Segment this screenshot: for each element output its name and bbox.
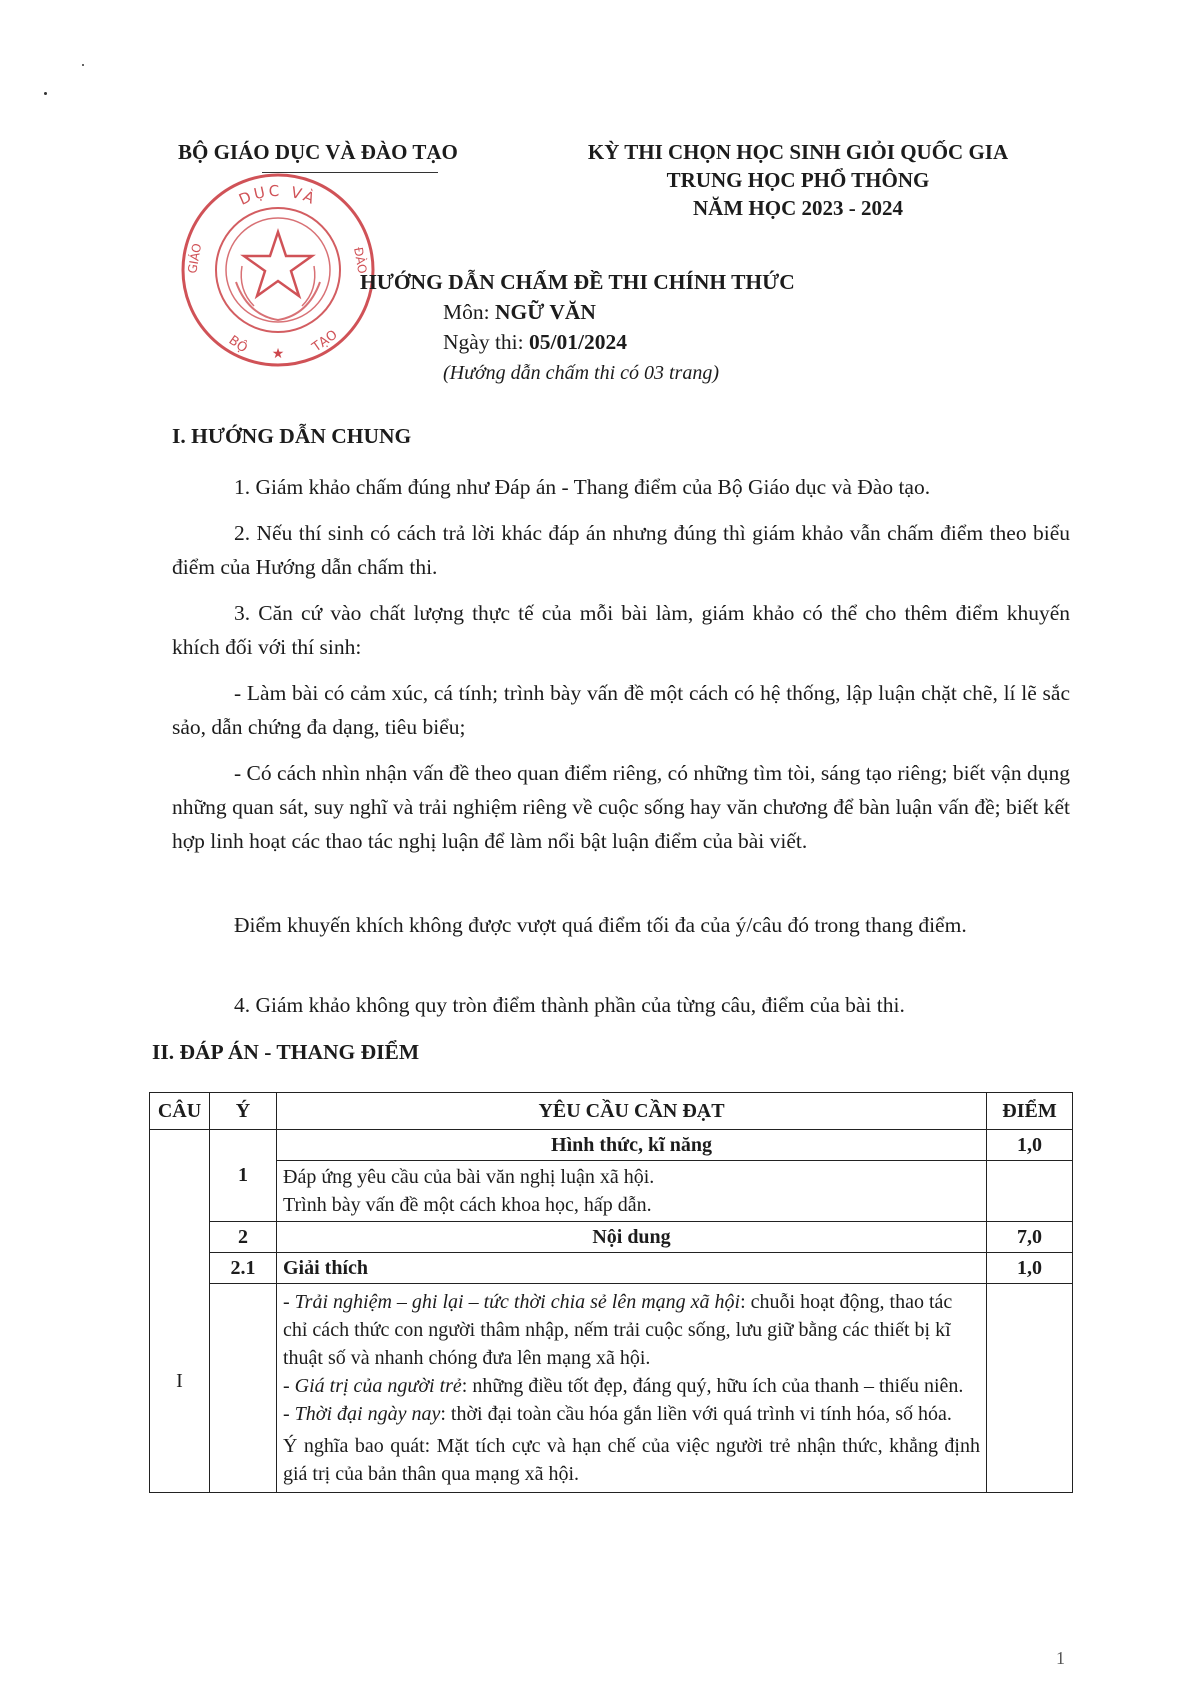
date-value: 05/01/2024	[529, 330, 627, 354]
row21-title: Giải thích	[277, 1253, 987, 1284]
date-line	[443, 330, 627, 355]
paragraph-2: 2. Nếu thí sinh có cách trả lời khác đáp án nhưng đúng thì giám khảo vẫn chấm điểm theo biểu điểm của Hướng dẫn chấm thi.	[172, 521, 1070, 579]
explain-item-3	[283, 1400, 980, 1428]
doc-title: HƯỚNG DẪN CHẤM ĐỀ THI CHÍNH THỨC	[360, 270, 795, 294]
explain-score-empty	[987, 1284, 1073, 1493]
row2-title: Nội dung	[277, 1222, 987, 1253]
subject-value: NGỮ VĂN	[494, 300, 596, 324]
explain-term-3: - Thời đại ngày nay	[283, 1403, 441, 1425]
exam-title: KỲ THI CHỌN HỌC SINH GIỎI QUỐC GIA	[587, 140, 1009, 164]
scan-speck	[44, 92, 47, 95]
header-cau: CÂU	[150, 1093, 210, 1130]
row21-score: 1,0	[987, 1253, 1073, 1284]
y-cell-21: 2.1	[210, 1253, 277, 1284]
subject-line	[443, 300, 596, 325]
table-row	[150, 1130, 1073, 1161]
header-requirement: YÊU CẦU CẦN ĐẠT	[277, 1093, 987, 1130]
y-cell-2: 2	[210, 1222, 277, 1253]
row1-score-empty	[987, 1161, 1073, 1222]
official-seal	[178, 170, 378, 370]
section-2-title: II. ĐÁP ÁN - THANG ĐIỂM	[152, 1040, 420, 1064]
row1-score: 1,0	[987, 1130, 1073, 1161]
paragraph-5: - Có cách nhìn nhận vấn đề theo quan điểm riêng, có những tìm tòi, sáng tạo riêng; biết vận dụng những quan sát, suy nghĩ và trải nghiệm riêng về cuộc sống hay văn chương để bàn luận vấn đề; biết kết hợp linh hoạt các thao tác nghị luận để làm nổi bật luận điểm của bài viết.	[172, 761, 1070, 853]
scoring-table	[149, 1092, 1073, 1493]
row1-line-1: Đáp ứng yêu cầu của bài văn nghị luận xã hội.	[283, 1166, 655, 1188]
school-year: NĂM HỌC 2023 - 2024	[693, 196, 903, 220]
explain-summary: Ý nghĩa bao quát: Mặt tích cực và hạn chế của việc người trẻ nhận thức, khẳng định giá trị của bản thân qua mạng xã hội.	[283, 1435, 980, 1485]
explain-term-2: - Giá trị của người trẻ	[283, 1375, 462, 1397]
seal-text-top: DỤC VÀ	[236, 181, 320, 209]
y-cell-1: 1	[210, 1130, 277, 1222]
explain-item-2	[283, 1372, 980, 1400]
section-1-title: I. HƯỚNG DẪN CHUNG	[172, 424, 412, 448]
table-row	[150, 1253, 1073, 1284]
paragraph-3: 3. Căn cứ vào chất lượng thực tế của mỗi bài làm, giám khảo có thể cho thêm điểm khuyến khích đối với thí sinh:	[172, 601, 1070, 659]
paragraph-4: - Làm bài có cảm xúc, cá tính; trình bày vấn đề một cách có hệ thống, lập luận chặt chẽ, lí lẽ sắc sảo, dẫn chứng đa dạng, tiêu biểu;	[172, 681, 1070, 739]
explain-item-1	[283, 1288, 980, 1372]
ministry-name: BỘ GIÁO DỤC VÀ ĐÀO TẠO	[178, 140, 458, 164]
seal-text-left: GIÁO	[185, 242, 205, 275]
explain-term-1: - Trải nghiệm – ghi lại – tức thời chia sẻ lên mạng xã hội	[283, 1291, 741, 1313]
row2-score: 7,0	[987, 1222, 1073, 1253]
seal-text-right: ĐÀO	[351, 246, 370, 275]
explain-def-1: : chuỗi hoạt động, thao tác chỉ cách thức con người thâm nhập, nếm trải cuộc sống, lưu giữ bằng các thiết bị kĩ thuật số và nhanh chóng đưa lên mạng xã hội.	[283, 1291, 953, 1369]
page-number: 1	[1056, 1648, 1065, 1668]
paragraph-7: 4. Giám khảo không quy tròn điểm thành phần của từng câu, điểm của bài thi.	[234, 993, 905, 1017]
paragraph-6: Điểm khuyến khích không được vượt quá điểm tối đa của ý/câu đó trong thang điểm.	[234, 913, 967, 937]
seal-text-bottom-right: TẠO	[309, 327, 341, 356]
seal-text-bottom-left: BỘ	[225, 332, 251, 357]
table-row	[150, 1161, 1073, 1222]
svg-text:DỤC VÀ	[236, 182, 320, 209]
table-header-row	[150, 1093, 1073, 1130]
table-row	[150, 1222, 1073, 1253]
cau-cell: I	[150, 1130, 210, 1493]
explain-def-3: : thời đại toàn cầu hóa gắn liền với quá trình vi tính hóa, số hóa.	[440, 1403, 952, 1425]
subject-label: Môn:	[443, 300, 495, 324]
row1-title: Hình thức, kĩ năng	[277, 1130, 987, 1161]
svg-text:★: ★	[271, 346, 285, 362]
exam-level: TRUNG HỌC PHỔ THÔNG	[666, 168, 930, 192]
table-row	[150, 1284, 1073, 1493]
y-cell-empty	[210, 1284, 277, 1493]
page-count-note: (Hướng dẫn chấm thi có 03 trang)	[443, 362, 719, 384]
explain-block	[277, 1284, 987, 1493]
header-y: Ý	[210, 1093, 277, 1130]
explain-def-2: : những điều tốt đẹp, đáng quý, hữu ích của thanh – thiếu niên.	[461, 1375, 964, 1397]
paragraph-1: 1. Giám khảo chấm đúng như Đáp án - Thang điểm của Bộ Giáo dục và Đào tạo.	[234, 475, 931, 499]
header-score: ĐIỂM	[987, 1093, 1073, 1130]
row1-line-2: Trình bày vấn đề một cách khoa học, hấp dẫn.	[283, 1194, 652, 1216]
row1-content	[277, 1161, 987, 1222]
date-label: Ngày thi:	[443, 330, 529, 354]
scan-speck	[82, 64, 84, 66]
